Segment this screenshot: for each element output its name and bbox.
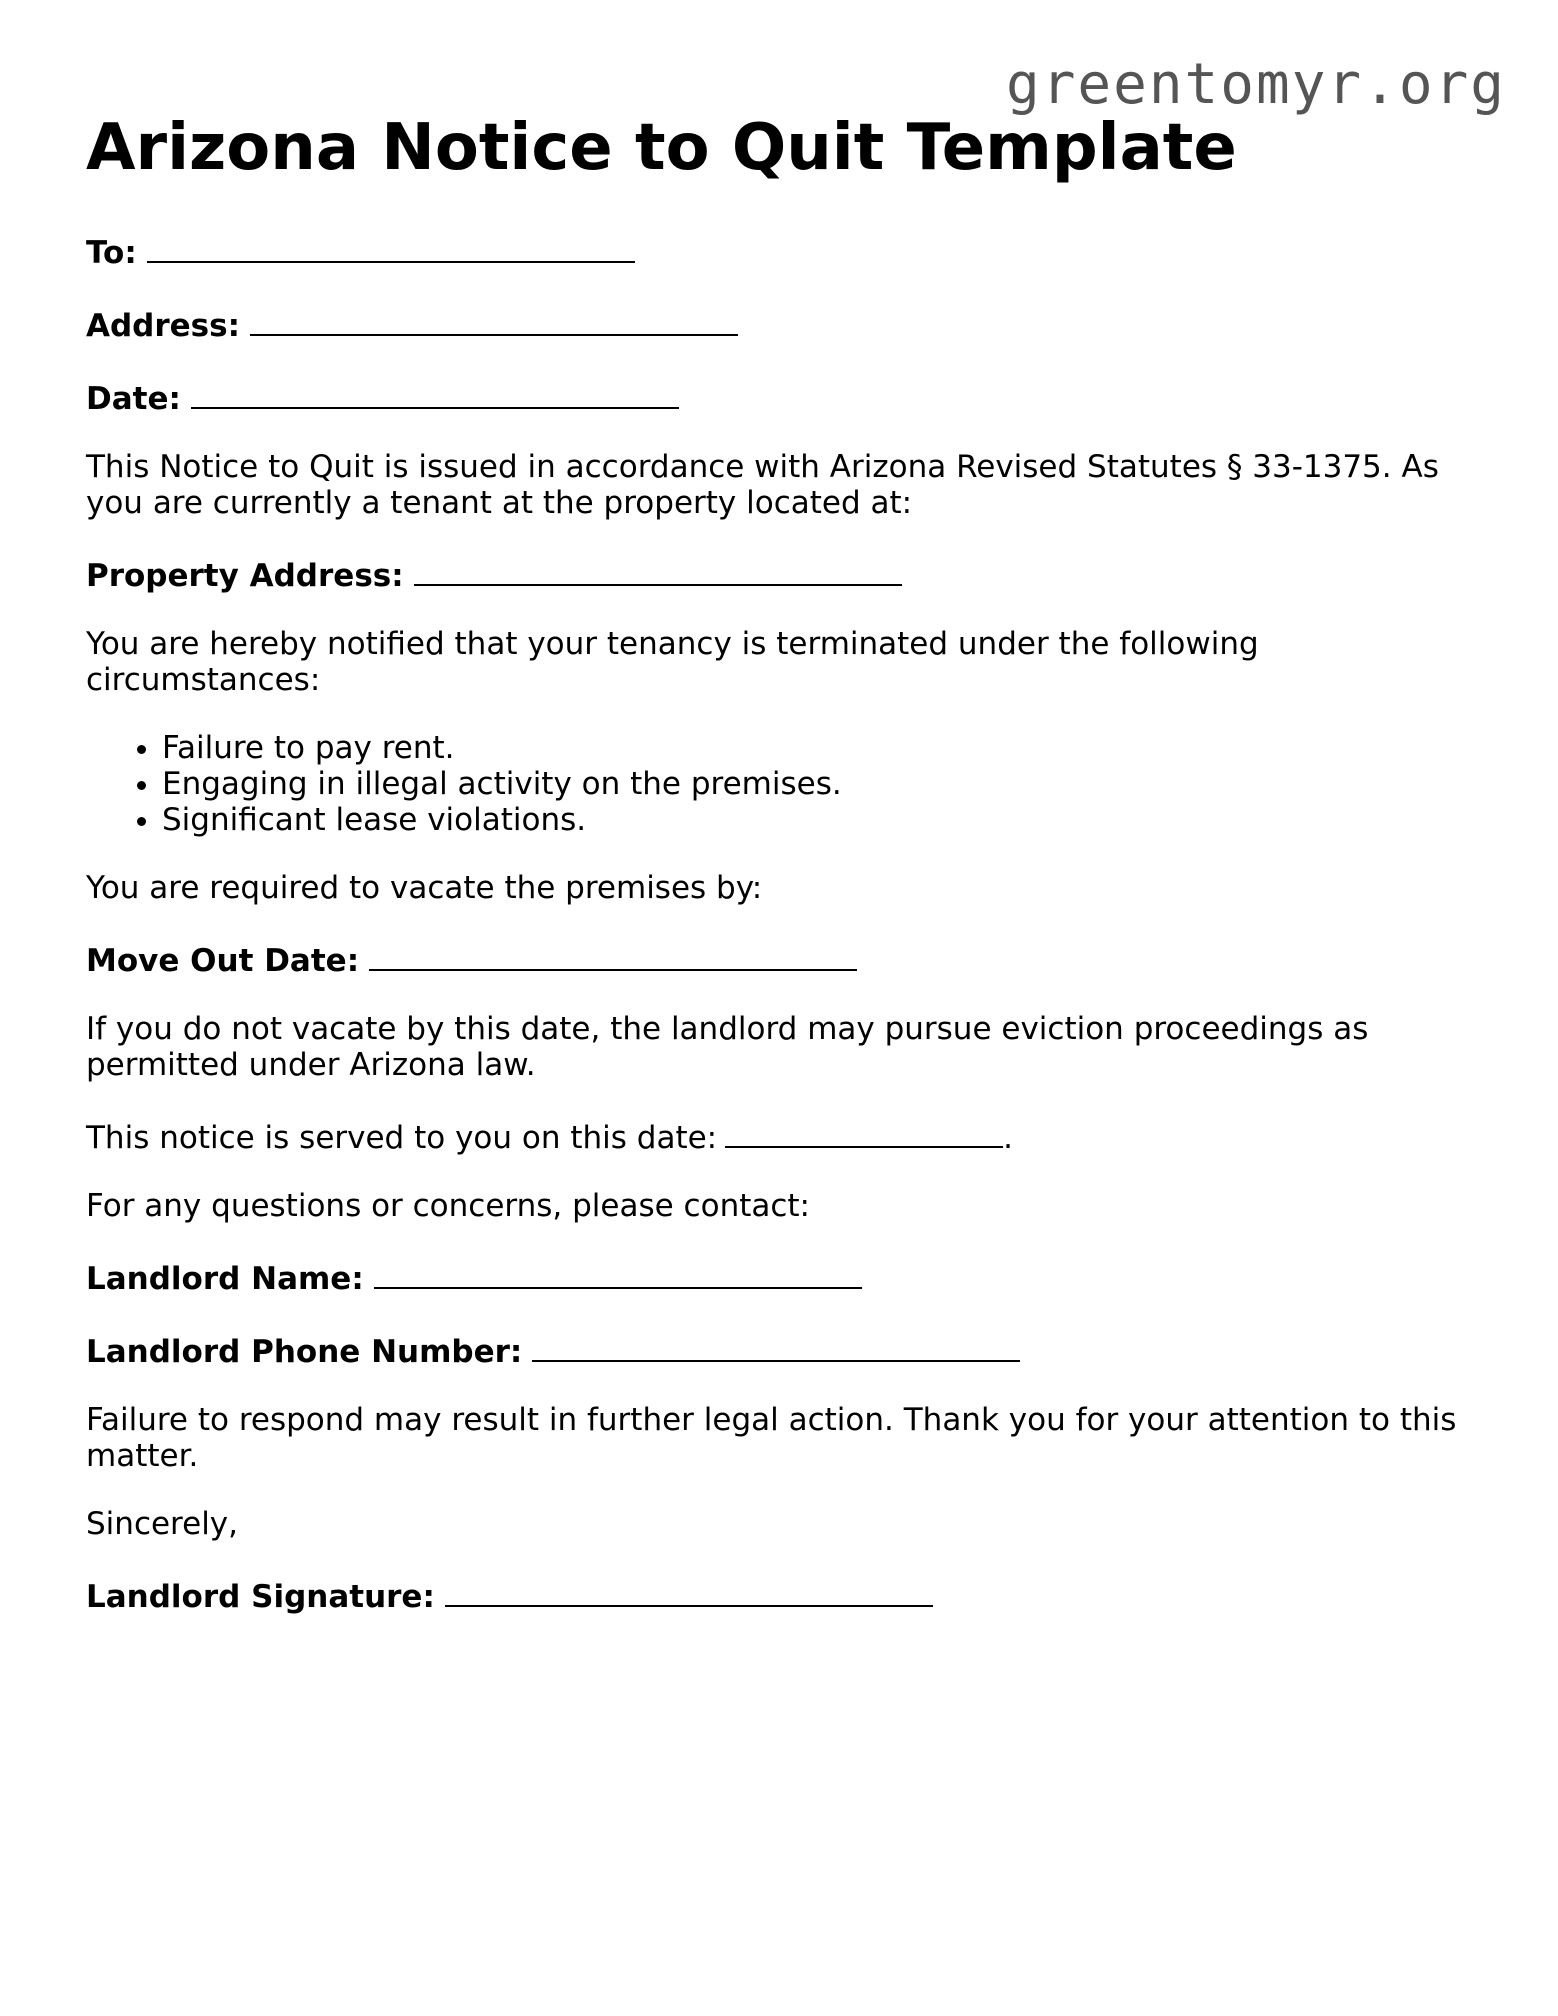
list-item: • Engaging in illegal activity on the premises. [162, 766, 1476, 802]
failure-paragraph: Failure to respond may result in further legal action. Thank you for your attention to this matter. [86, 1402, 1457, 1474]
property-address-blank [414, 553, 902, 586]
address-blank [250, 303, 738, 336]
served-text: This notice is served to you on this date: [86, 1120, 718, 1156]
served-paragraph [86, 1115, 1476, 1156]
served-period: . [1003, 1120, 1013, 1156]
to-field [86, 230, 1476, 271]
contact-paragraph: For any questions or concerns, please contact: [86, 1188, 811, 1224]
move-out-date-label: Move Out Date: [86, 943, 360, 979]
circumstances-list [86, 730, 1476, 838]
landlord-phone-blank [532, 1329, 1020, 1362]
address-field [86, 303, 1476, 344]
page-title: Arizona Notice to Quit Template [86, 111, 1237, 185]
landlord-name-blank [374, 1256, 862, 1289]
document-page [86, 110, 1476, 1615]
move-out-date-field [86, 938, 1476, 979]
eviction-paragraph: If you do not vacate by this date, the landlord may pursue eviction proceedings as permitted under Arizona law. [86, 1011, 1369, 1083]
vacate-paragraph: You are required to vacate the premises by: [86, 870, 763, 906]
landlord-name-field [86, 1256, 1476, 1297]
closing-text: Sincerely, [86, 1506, 239, 1542]
move-out-date-blank [369, 938, 857, 971]
served-date-blank [725, 1115, 1003, 1148]
list-item: • Failure to pay rent. [162, 730, 1476, 766]
landlord-phone-label: Landlord Phone Number: [86, 1334, 523, 1370]
intro-paragraph: This Notice to Quit is issued in accordance with Arizona Revised Statutes § 33-1375. As you are currently a tenant at the property located at: [86, 449, 1439, 521]
landlord-name-label: Landlord Name: [86, 1261, 364, 1297]
landlord-signature-blank [445, 1574, 933, 1607]
watermark: greentomyr.org [1005, 52, 1506, 117]
property-address-label: Property Address: [86, 558, 404, 594]
to-label: To: [86, 235, 137, 271]
to-blank [147, 230, 635, 263]
landlord-phone-field [86, 1329, 1476, 1370]
date-field [86, 376, 1476, 417]
landlord-signature-label: Landlord Signature: [86, 1579, 435, 1615]
date-label: Date: [86, 381, 181, 417]
landlord-signature-field [86, 1574, 1476, 1615]
address-label: Address: [86, 308, 240, 344]
list-item: • Significant lease violations. [162, 802, 1476, 838]
property-address-field [86, 553, 1476, 594]
notified-paragraph: You are hereby notified that your tenancy is terminated under the following circumstances: [86, 626, 1259, 698]
date-blank [191, 376, 679, 409]
